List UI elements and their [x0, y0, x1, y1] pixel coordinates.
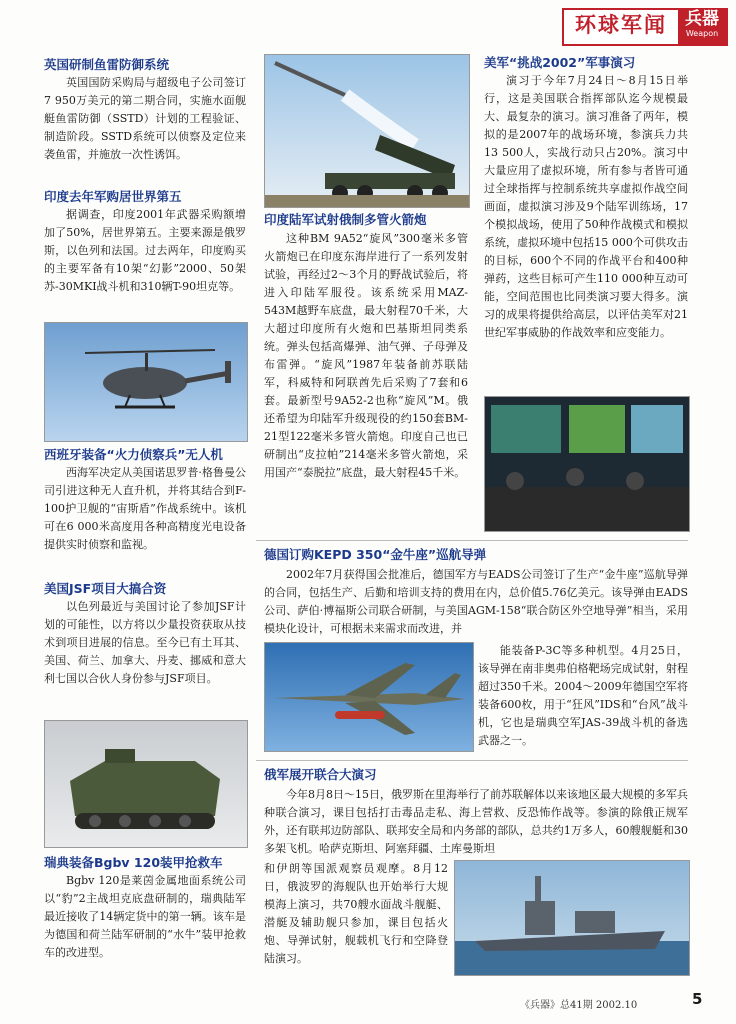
article-body-taurus-top: 2002年7月获得国会批准后，德国军方与EADS公司签订了生产“金牛座”巡航导弹的合同，包括生产、后勤和培训支持的费用在内，总价值5.76亿美元。该导弹由EADS公司、萨伯·博福斯公司联合研制，与美国AGM-158“联合防区外空地导弹”相当，采用模块化设计，可根据未来需求而改进，并 — [264, 568, 688, 635]
article-title-jsf: 美国JSF项目大搞合资 — [44, 581, 167, 596]
armored-vehicle-icon — [45, 721, 247, 847]
masthead — [562, 8, 728, 46]
article-body-spain-uav: 西海军决定从美国诺思罗普·格鲁曼公司引进这种无人直升机，并将其结合到F-100护卫舰的“宙斯盾”作战系统中。该机可在6 000米高度用各种高精度光电设备提供实时侦察和监视。 — [44, 466, 246, 551]
masthead-badge-cn: 兵器 — [685, 9, 719, 29]
warship-photo — [454, 860, 690, 976]
article-title-sweden-apc: 瑞典装备Bgbv 120装甲抢救车 — [44, 855, 223, 870]
article-body-taurus-right: 能装备P-3C等多种机型。4月25日，该导弹在南非奥弗伯格靶场完成试射，射程超过350千米。2004～2009年德国空军将装备600枚，用于“狂风”IDS和“台风”战斗机，它也是瑞典空军JAS-39战斗机的备选武器之一。 — [478, 644, 688, 747]
section-divider-1 — [256, 540, 688, 541]
page-number: 5 — [692, 990, 703, 1008]
article-body-india-rocket: 这种BM 9A52“旋风”300毫米多管火箭炮已在印度东海岸进行了一系列发射试验，再经过2～3个月的野战试验后，将进入印陆军服役。该系统采用MAZ-543M越野车底盘，最大射程70千米，大大超过印度所有火炮和巴基斯坦同类系统。弹头包括高爆弹、油气弹、子母弹及布雷弹。“旋风”1987年装备前苏联陆军，科威特和阿联酋先后采购了7套和6套。最新型号9A52-2也称“旋风”M。俄还希望为印陆军升级现役的约150套BM-21型122毫米多管火箭炮。印度自己也已研制出“皮拉帕”214毫米多管火箭炮，采用国产“泰脱拉”底盘，最大射程45千米。 — [264, 232, 468, 479]
apc-photo — [44, 720, 248, 848]
footer-issue: 《兵器》总41期 2002.10 — [520, 1000, 638, 1011]
section-divider-2 — [256, 760, 688, 761]
fighter-jet-icon — [265, 643, 473, 751]
caption-india-rocket: 印度陆军试射俄制多管火箭炮 — [264, 212, 427, 227]
taurus-jet-photo — [264, 642, 474, 752]
masthead-badge — [678, 10, 726, 44]
rocket-launcher-icon — [265, 55, 469, 207]
article-title-taurus: 德国订购KEPD 350“金牛座”巡航导弹 — [264, 547, 487, 562]
warship-icon — [455, 861, 689, 975]
helicopter-drone-icon — [45, 323, 247, 441]
article-body-sweden-apc: Bgbv 120是莱茵金属地面系统公司以“豹”2主战坦克底盘研制的，瑞典陆军最近接收了14辆定货中的第一辆。该车是为德国和荷兰陆军研制的“水牛”装甲抢救车的改进型。 — [44, 874, 246, 959]
article-title-spain-uav: 西班牙装备“火力侦察兵”无人机 — [44, 447, 223, 462]
article-body-challenge2002: 演习于今年7月24日～8月15日举行，这是美国联合指挥部队迄今规模最大、最复杂的演习。演习准备了两年，模拟的是2007年的战场环境，参演兵力共13 500人，实战行动只占20%。演习中大量应用了虚拟环境，所有参与者皆可通过全球指挥与控制系统共享虚拟作战空间画面，虚拟演习涉及9个陆军训练场，17个模拟战场，使用了50种作战模式和模拟系统，虚拟环境中包括15 000个可供攻击的目标，600个不同的作战平台和400种弹药，这些目标可产生110 000种互动可能，空间范围也比同类演习要大得多。演习的成果将提供给高层，以评估美军对21世纪军事威胁的作战效率和应变能力。 — [484, 74, 688, 339]
masthead-title: 环球军闻 — [575, 13, 667, 37]
article-body-russia-left: 和伊朗等国派观察员观摩。8月12日，俄波罗的海舰队也开始举行大规模海上演习，共70艘水面战斗舰艇、潜艇及辅助舰只参加，课目包括火炮、导弹试射，舰载机飞行和空降登陆演习。 — [264, 862, 448, 965]
rocket-launcher-photo — [264, 54, 470, 208]
control-room-icon — [485, 397, 689, 531]
article-title-russia: 俄军展开联合大演习 — [264, 767, 377, 782]
article-body-torpedo: 英国国防采购局与超级电子公司签订7 950万美元的第二期合同，实施水面舰艇鱼雷防御（SSTD）计划的工程验证、制造阶段。SSTD系统可以侦察及定位来袭鱼雷，并施放一次性诱饵。 — [44, 76, 246, 161]
uav-photo — [44, 322, 248, 442]
masthead-badge-en: Weapon — [685, 29, 719, 38]
article-title-challenge2002: 美军“挑战2002”军事演习 — [484, 55, 636, 70]
command-center-photo — [484, 396, 690, 532]
article-body-russia-top: 今年8月8日～15日，俄罗斯在里海举行了前苏联解体以来该地区最大规模的多军兵种联合演习，课目包括打击毒品走私、海上营救、反恐怖作战等。参演的除俄正规军外，还有联邦边防部队、联邦安全局和内务部的部队，总共约1万多人，60艘舰艇和30多架飞机。哈萨克斯坦、阿塞拜疆、土库曼斯坦 — [264, 788, 688, 855]
article-title-india-purchase: 印度去年军购居世界第五 — [44, 189, 182, 204]
article-body-india-purchase: 据调查，印度2001年武器采购额增加了50%，居世界第五。主要来源是俄罗斯，以色列和法国。过去两年，印度购买的主要军备有10架“幻影”2000、50架苏-30MKI战斗机和310辆T-90坦克等。 — [44, 208, 246, 293]
article-body-jsf: 以色列最近与美国讨论了参加JSF计划的可能性，以方将以少量投资获取从技术到项目进展的信息。至今已有土耳其、美国、荷兰、加拿大、丹麦、挪威和意大利七国以合伙人身份参与JSF项目。 — [44, 600, 246, 685]
article-title-torpedo: 英国研制鱼雷防御系统 — [44, 57, 170, 72]
